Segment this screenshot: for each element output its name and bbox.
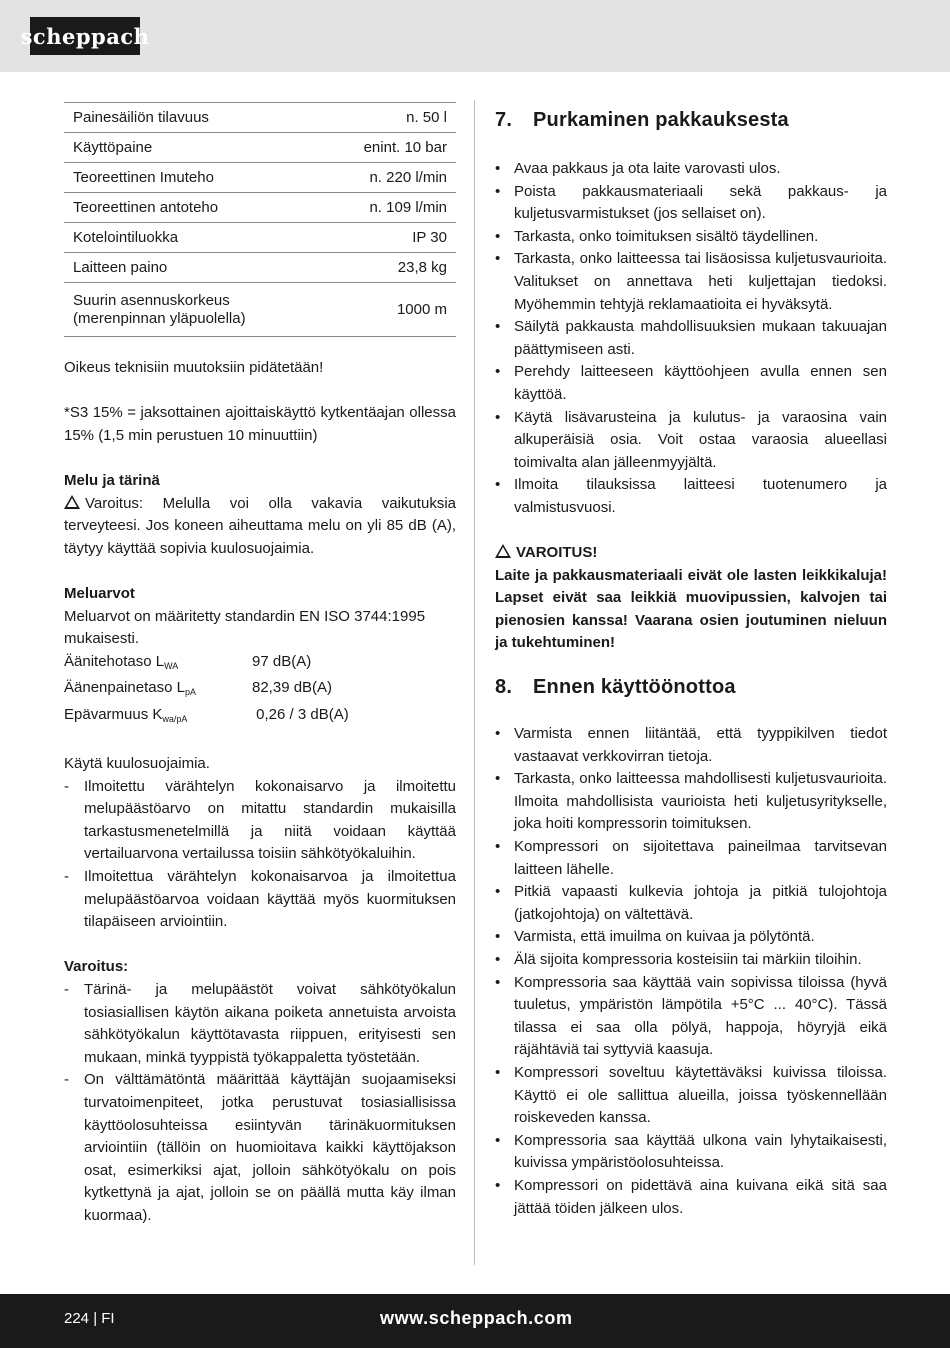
list-item: • Kompressori soveltuu käytettäväksi kuivissa tiloissa. Käyttö ei ole sallittua alueilla, joissa työskennellään roiskeveden kanssa. — [495, 1062, 887, 1130]
list-item: • Tarkasta, onko laitteessa mahdollisesti kuljetusvaurioita. Ilmoita mahdollisista vaurioista heti kuljetusyritykselle, joka hoiti kompressorin toimituksen. — [495, 768, 887, 836]
rights-note: Oikeus teknisiin muutoksiin pidätetään! — [64, 359, 324, 376]
list-item: - Ilmoitettu värähtelyn kokonaisarvo ja ilmoitettu melupäästöarvo on mitattu standardin mukaisilla tarkastusmenetelmillä ja niitä voidaan käyttää vertailuarvona vertailussa toisiin sähkötyökaluihin. — [64, 776, 456, 866]
spec-label: Kotelointiluokka — [64, 223, 320, 253]
scheppach-logo: scheppach — [30, 17, 140, 55]
noise-label-sub: pA — [184, 687, 196, 698]
table-row — [64, 103, 456, 133]
noise-value-label — [64, 651, 252, 678]
list-item: • Varmista, että imuilma on kuivaa ja pölytöntä. — [495, 926, 887, 949]
section-number: 8. — [495, 676, 513, 699]
noise-value-row — [64, 677, 456, 704]
unpacking-list — [495, 158, 887, 520]
spec-value: n. 50 l — [320, 103, 456, 133]
noise-value-row — [64, 704, 456, 731]
noise-value: 82,39 dB(A) — [252, 679, 333, 697]
section-number: 7. — [495, 109, 513, 131]
spec-label — [64, 283, 320, 337]
spec-value: enint. 10 bar — [320, 133, 456, 163]
section-title: Purkaminen pakkauksesta — [533, 109, 789, 131]
noise-value-label — [64, 704, 252, 731]
noise-value: 97 dB(A) — [252, 652, 312, 670]
spec-label: Laitteen paino — [64, 253, 320, 283]
noise-heading: Melu ja tärinä — [64, 471, 160, 489]
table-row — [64, 163, 456, 193]
noise-value-row — [64, 651, 456, 678]
spec-label: Teoreettinen antoteho — [64, 193, 320, 223]
noise-label-text: Äänenpainetaso L — [64, 679, 185, 697]
list-item: • Varmista ennen liitäntää, että tyyppikilven tiedot vastaavat verkkovirran tietoja. — [495, 723, 887, 768]
spec-label: Teoreettinen Imuteho — [64, 163, 320, 193]
column-divider — [474, 100, 475, 1265]
vibration-list — [64, 776, 456, 934]
noise-label-sub: WA — [164, 660, 179, 671]
page-header — [0, 0, 950, 72]
warning-triangle-icon — [64, 495, 80, 509]
s3-note: *S3 15% = jaksottainen ajoittaiskäyttö kytkentäajan ollessa 15% (1,5 min perustuen 10 minuuttiin) — [64, 404, 456, 444]
noise-label-text: Äänitehotaso L — [64, 652, 165, 670]
spec-table — [64, 102, 456, 337]
noise-warning-text: Varoitus: Melulla voi olla vakavia vaikutuksia terveyteesi. Jos koneen aiheuttama melu on yli 85 dB (A), täytyy käyttää sopivia kuulosuojaimia. — [64, 494, 456, 557]
section-7-heading — [495, 106, 887, 134]
page-footer — [0, 1294, 950, 1348]
spec-value: n. 220 l/min — [320, 163, 456, 193]
page-number: 224 | FI — [64, 1310, 115, 1327]
list-item: • Perehdy laitteeseen käyttöohjeen avulla ennen sen käyttöä. — [495, 361, 887, 406]
list-item: - On välttämätöntä määrittää käyttäjän suojaamiseksi turvatoimenpiteet, jotka perustuvat tosiasiallisissa käyttöolosuhteissa esiintyvän tärinäkuormituksen arviointiin (tällöin on huomioitava kaikki käyttöjakson osat, esimerkiksi ajat, jolloin sähkötyökalu on pois kytkettynä ja ajat, jolloin se on päällä mutta käy ilman kuormaa). — [64, 1069, 456, 1227]
list-item: • Älä sijoita kompressoria kosteisiin tai märkiin tiloihin. — [495, 949, 887, 972]
spec-value: IP 30 — [320, 223, 456, 253]
list-item: • Tarkasta, onko laitteessa tai lisäosissa kuljetusvaurioita. Valitukset on annettava heti kuljettajan tiedoksi. Myöhemmin tehtyjä reklamaatioita ei hyväksytä. — [495, 248, 887, 316]
list-item: - Ilmoitettua värähtelyn kokonaisarvoa ja ilmoitettua melupäästöarvoa voidaan käyttää myös kuormituksen tilapäiseen arviointiin. — [64, 866, 456, 934]
table-row — [64, 283, 456, 337]
noise-warning — [64, 493, 456, 561]
list-item: - Tärinä- ja melupäästöt voivat sähkötyökalun tosiasiallisen käytön aikana poiketa annetuista arvoista sähkötyökalun käyttötavasta riippuen, erityisesti sen mukaan, minkä tyyppistä työkappaletta työstetään. — [64, 979, 456, 1069]
list-item: • Kompressoria saa käyttää vain sopivissa tiloissa (hyvä tuuletus, ympäristön lämpötila +5°C ... 40°C). Tässä tilassa ei saa olla pölyä, happoja, höyryjä eikä räjähtäviä tai syttyviä kaasuja. — [495, 972, 887, 1062]
before-use-list — [495, 723, 887, 1220]
list-item: • Ilmoita tilauksissa laitteesi tuotenumero ja valmistusvuosi. — [495, 474, 887, 519]
table-row — [64, 193, 456, 223]
list-item: • Käytä lisävarusteina ja kulutus- ja varaosina vain alkuperäisiä osia. Voit ostaa varaosia alueellasi toimivalta alan jälleenmyyjältä. — [495, 407, 887, 475]
list-item: • Kompressori on pidettävä aina kuivana eikä sitä saa jättää töiden jälkeen ulos. — [495, 1175, 887, 1220]
section-8-heading — [495, 673, 887, 701]
list-item: • Säilytä pakkausta mahdollisuuksien mukaan takuuajan päättymiseen asti. — [495, 316, 887, 361]
list-item: • Avaa pakkaus ja ota laite varovasti ulos. — [495, 158, 887, 181]
warning-triangle-icon — [495, 544, 511, 558]
spec-value: n. 109 l/min — [320, 193, 456, 223]
warning-text: Laite ja pakkausmateriaali eivät ole lasten leikkikaluja! Lapset eivät saa leikkiä muovipussien, kalvojen tai pienosien kanssa! Vaarana osien joutuminen nieluun ja tukehtuminen! — [495, 566, 887, 652]
values-heading: Meluarvot — [64, 584, 135, 602]
section-title: Ennen käyttöönottoa — [533, 676, 736, 699]
list-item: • Poista pakkausmateriaali sekä pakkaus- ja kuljetusvarmistukset (jos sellaiset on). — [495, 181, 887, 226]
noise-value: 0,26 / 3 dB(A) — [252, 705, 349, 723]
table-row — [64, 133, 456, 163]
list-item: • Kompressori on sijoitettava paineilmaa tarvitsevan laitteen lähelle. — [495, 836, 887, 881]
warning-title-text: VAROITUS! — [516, 544, 598, 562]
spec-label-line2: (merenpinnan yläpuolella) — [73, 309, 246, 327]
noise-value-label — [64, 677, 252, 704]
list-item: • Pitkiä vapaasti kulkevia johtoja ja pitkiä tulojohtoja (jatkojohtoja) on vältettävä. — [495, 881, 887, 926]
spec-label: Käyttöpaine — [64, 133, 320, 163]
spec-value: 1000 m — [320, 283, 456, 337]
use-protection: Käytä kuulosuojaimia. — [64, 755, 210, 773]
table-row — [64, 253, 456, 283]
values-intro: Meluarvot on määritetty standardin EN ISO 3744:1995 mukaisesti. — [64, 607, 426, 648]
website-link[interactable]: www.scheppach.com — [380, 1308, 573, 1328]
spec-value: 23,8 kg — [320, 253, 456, 283]
noise-label-text: Epävarmuus K — [64, 705, 163, 723]
warning-list — [64, 979, 456, 1228]
spec-label: Painesäiliön tilavuus — [64, 103, 320, 133]
warning-heading: Varoitus: — [64, 958, 129, 976]
list-item: • Tarkasta, onko toimituksen sisältö täydellinen. — [495, 226, 887, 249]
spec-label-line1: Suurin asennuskorkeus — [73, 291, 230, 309]
table-row — [64, 223, 456, 253]
list-item: • Kompressoria saa käyttää ulkona vain lyhytaikaisesti, kuivissa ympäristöolosuhteissa. — [495, 1130, 887, 1175]
noise-label-sub: wa/pA — [162, 713, 188, 724]
warning-title — [495, 542, 887, 565]
right-column — [495, 102, 887, 1220]
left-column — [64, 102, 456, 1228]
